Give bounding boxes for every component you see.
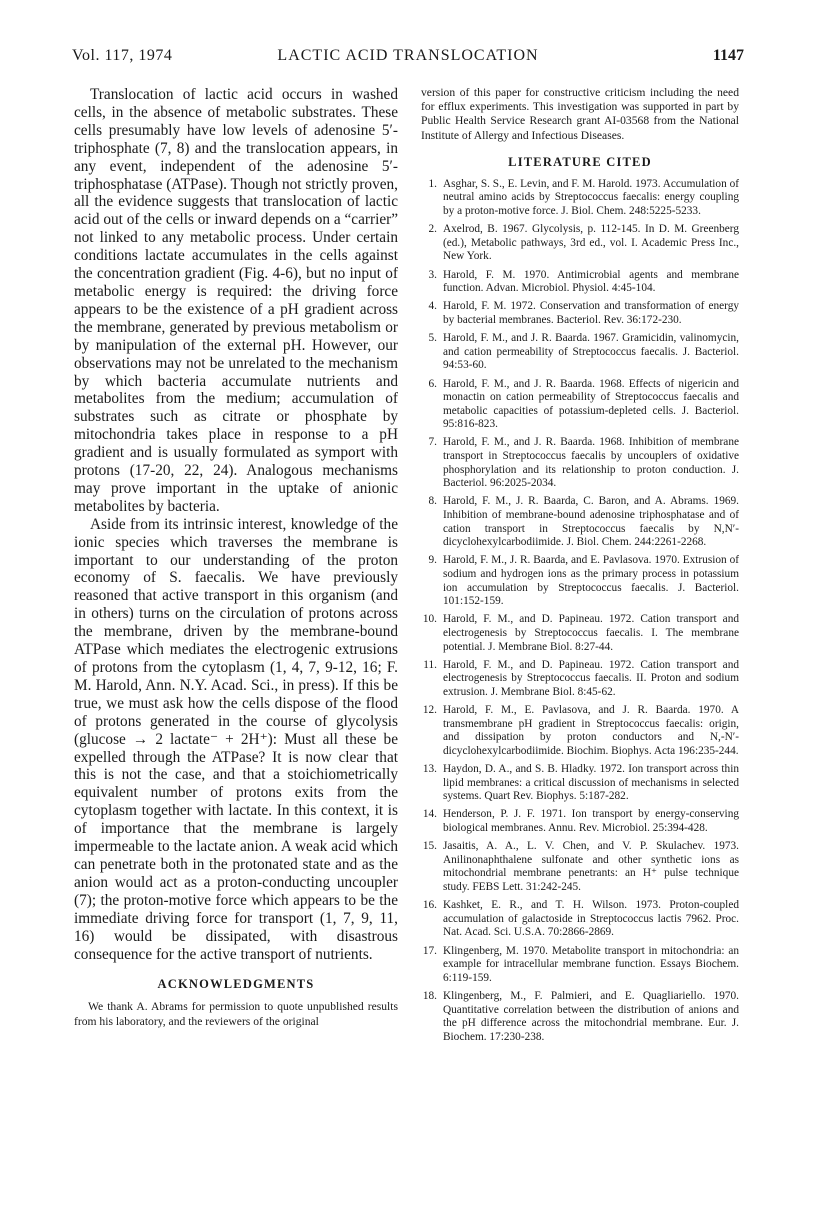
reference-text: Asghar, S. S., E. Levin, and F. M. Harold. 1973. Accumulation of neutral amino acids by Streptococcus faecalis: energy coupling by a proton-motive force. J. Biol. Chem. 248:5225-5233.: [443, 177, 739, 217]
reference-number: 13.: [422, 763, 437, 776]
reference-item: [421, 899, 739, 940]
reference-text: Harold, F. M. 1970. Antimicrobial agents and membrane function. Advan. Microbiol. Physiol. 4:45-104.: [443, 268, 739, 295]
reference-number: 14.: [422, 808, 437, 821]
reference-number: 5.: [428, 332, 437, 345]
reference-number: 10.: [422, 613, 437, 626]
reference-item: [421, 269, 739, 296]
reference-item: [421, 378, 739, 432]
body-paragraph-1: Translocation of lactic acid occurs in washed cells, in the absence of metabolic substrates. These cells presumably have low levels of adenosine 5′-triphosphate (7, 8) and the translocation appears, in any event, independent of the adenosine 5′-triphosphatase (ATPase). Though not strictly proven, all the evidence suggests that translocation of lactic acid out of the cells or inward depends on a “carrier” not linked to any metabolic process. Under certain conditions lactate accumulates in the cells against the concentration gradient (Fig. 4-6), but no input of metabolic energy is required: the driving force appears to be the existence of a pH gradient across the membrane, generated by previous metabolism or by manipulation of the external pH. However, our observations may not be unrelated to the mechanism by which bacteria accumulate nutrients and metabolites from the medium; accumulation of substrates such as citrate or phosphate by mitochondria takes place in response to a pH gradient and is usually formulated as symport with protons (17-20, 22, 24). Analogous mechanisms may prove important in the uptake of anionic metabolites by bacteria.: [74, 86, 398, 515]
reference-item: [421, 223, 739, 264]
reference-text: Haydon, D. A., and S. B. Hladky. 1972. Ion transport across thin lipid membranes: a critical discussion of mechanisms in selected systems. Quart Rev. Biophys. 5:187-282.: [443, 763, 739, 803]
reference-text: Harold, F. M., and J. R. Baarda. 1967. Gramicidin, valinomycin, and cation permeability of Streptococcus faecalis. J. Bacteriol. 94:53-60.: [443, 332, 739, 372]
reference-number: 4.: [428, 300, 437, 313]
reference-item: [421, 554, 739, 608]
right-column: [421, 86, 739, 1049]
reference-number: 18.: [422, 989, 437, 1002]
reference-text: Klingenberg, M. 1970. Metabolite transport in mitochondria: an example for intracellular membrane function. Essays Biochem. 6:119-159.: [443, 944, 739, 984]
reference-number: 6.: [428, 377, 437, 390]
reference-text: Harold, F. M., E. Pavlasova, and J. R. Baarda. 1970. A transmembrane pH gradient in Streptococcus faecalis: origin, and dissipation by proton conductors and N,-N′-dicyclohexylcarbodiimide. Biochim. Biophys. Acta 196:235-244.: [443, 704, 739, 757]
reference-number: 1.: [428, 177, 437, 190]
reference-text: Axelrod, B. 1967. Glycolysis, p. 112-145. In D. M. Greenberg (ed.), Metabolic pathways, 3rd ed., vol. I. Academic Press Inc., New York.: [443, 223, 739, 263]
reference-item: [421, 704, 739, 758]
reference-item: [421, 332, 739, 373]
reference-text: Harold, F. M., and D. Papineau. 1972. Cation transport and electrogenesis by Streptococcus faecalis. I. The membrane potential. J. Membrane Biol. 8:27-44.: [443, 613, 739, 653]
reference-item: [421, 300, 739, 327]
acknowledgments-heading: ACKNOWLEDGMENTS: [157, 977, 315, 992]
reference-text: Henderson, P. J. F. 1971. Ion transport by energy-conserving biological membranes. Annu. Rev. Microbiol. 25:394-428.: [443, 808, 739, 835]
body-paragraph-2: Aside from its intrinsic interest, knowledge of the ionic species which traverses the membrane is important to our understanding of the proton economy of S. faecalis. We have previously reasoned that active transport in this organism (and in others) turns on the circulation of protons across the membrane, driven by the membrane-bound ATPase which mediates the electrogenic extrusions of protons from the cytoplasm (1, 4, 7, 9-12, 16; F. M. Harold, Ann. N.Y. Acad. Sci., in press). If this be true, we must ask how the cells dispose of the flood of protons generated in the course of glycolysis (glucose → 2 lactate⁻ + 2H⁺): Must all these be expelled through the ATPase? It is now clear that this is not the case, and that a stoichiometrically equivalent number of protons exits from the cytoplasm together with lactate. In this context, it is of importance that the membrane is largely impermeable to the lactate anion. A weak acid which can penetrate both in the protonated state and as the anion would act as a proton-conducting uncoupler (7); the proton-motive force which appears to be the immediate driving force for transport (1, 7, 9, 11, 16) would be dissipated, with disastrous consequence for the active transport of nutrients.: [74, 515, 398, 963]
reference-number: 7.: [428, 436, 437, 449]
reference-number: 17.: [422, 944, 437, 957]
reference-number: 8.: [428, 495, 437, 508]
reference-item: [421, 178, 739, 219]
reference-list: [421, 178, 739, 1045]
reference-number: 12.: [422, 704, 437, 717]
reference-number: 15.: [422, 840, 437, 853]
reference-text: Jasaitis, A. A., L. V. Chen, and V. P. Skulachev. 1973. Anilinonaphthalene sulfonate and other synthetic ions as mitochondrial membrane penetrants: an H⁺ pulse technique study. FEBS Lett. 31:242-245.: [443, 840, 739, 894]
reference-number: 11.: [423, 658, 437, 671]
reference-text: Kashket, E. R., and T. H. Wilson. 1973. Proton-coupled accumulation of galactoside in Streptococcus lactis 7962. Proc. Nat. Acad. Sci. U.S.A. 70:2866-2869.: [443, 899, 739, 939]
running-title: LACTIC ACID TRANSLOCATION: [277, 47, 539, 64]
reference-item: [421, 808, 739, 835]
reference-item: [421, 436, 739, 490]
reference-item: [421, 840, 739, 894]
reference-text: Harold, F. M. 1972. Conservation and transformation of energy by bacterial membranes. Bacteriol. Rev. 36:172-230.: [443, 300, 739, 326]
reference-item: [421, 763, 739, 804]
acknowledgments-text: We thank A. Abrams for permission to quote unpublished results from his laboratory, and the reviewers of the original: [74, 1000, 398, 1028]
reference-number: 3.: [428, 268, 437, 281]
reference-text: Harold, F. M., and D. Papineau. 1972. Cation transport and electrogenesis by Streptococcus faecalis. II. Proton and sodium extrusion. J. Membrane Biol. 8:45-62.: [443, 658, 739, 698]
reference-text: Harold, F. M., J. R. Baarda, and E. Pavlasova. 1970. Extrusion of sodium and hydrogen ions as the primary process in potassium ion accumulation by Streptococcus faecalis. J. Bacteriol. 101:152-159.: [443, 554, 739, 608]
reference-number: 16.: [422, 899, 437, 912]
running-header: [72, 47, 744, 71]
page-number: 1147: [712, 47, 744, 64]
reference-number: 2.: [428, 223, 437, 236]
left-column: [74, 86, 398, 1029]
reference-item: [421, 945, 739, 986]
reference-text: Harold, F. M., and J. R. Baarda. 1968. Inhibition of membrane transport in Streptococcus faecalis by uncouplers of oxidative phosphorylation and its relationship to proton conduction. J. Bacteriol. 96:2025-2034.: [443, 436, 739, 490]
reference-text: Harold, F. M., and J. R. Baarda. 1968. Effects of nigericin and monactin on cation permeability of Streptococcus faecalis and metabolic capacities of potassium-depleted cells. J. Bacteriol. 95:816-823.: [443, 377, 739, 431]
reference-item: [421, 659, 739, 700]
journal-volume: Vol. 117, 1974: [72, 47, 173, 64]
acknowledgments-text-continued: version of this paper for constructive criticism including the need for efflux experiments. This investigation was supported in part by Public Health Service Research grant AI-03568 from the National Institute of Allergy and Infectious Diseases.: [421, 86, 739, 142]
literature-cited-heading: LITERATURE CITED: [508, 154, 652, 169]
reference-item: [421, 495, 739, 549]
reference-item: [421, 990, 739, 1044]
reference-item: [421, 613, 739, 654]
reference-number: 9.: [428, 554, 437, 567]
reference-text: Harold, F. M., J. R. Baarda, C. Baron, and A. Abrams. 1969. Inhibition of membrane-bound adenosine triphosphatase and of cation transport in Streptococcus faecalis by N,N′-dicyclohexylcarbodiimide. J. Biol. Chem. 244:2261-2268.: [443, 495, 739, 549]
reference-text: Klingenberg, M., F. Palmieri, and E. Quagliariello. 1970. Quantitative correlation between the distribution of anions and the pH difference across the mitochondrial membrane. Eur. J. Biochem. 17:230-238.: [443, 989, 739, 1043]
